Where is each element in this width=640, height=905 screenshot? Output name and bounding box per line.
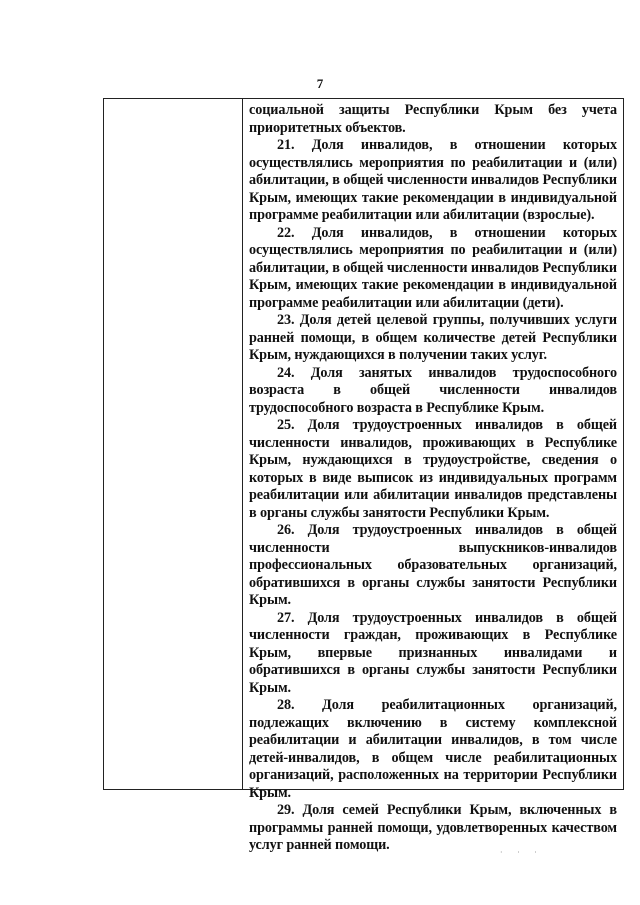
paragraph-continuation: социальной защиты Республики Крым без учета приоритетных объектов. xyxy=(249,102,617,136)
indicator-27: 27. Доля трудоустроенных инвалидов в общей численности граждан, проживающих в Республике Крым, впервые признанных инвалидами и обратившихся в органы службы занятости Республики Крым. xyxy=(249,609,617,696)
indicator-28: 28. Доля реабилитационных организаций, подлежащих включению в систему комплексной реабилитации и абилитации инвалидов, в том числе детей-инвалидов, в общем числе реабилитационных организаций, расположенных на территории Республики Крым. xyxy=(249,697,617,801)
scan-artifact: · · · xyxy=(500,848,543,857)
table-right-column xyxy=(249,102,617,855)
table-left-column xyxy=(104,99,243,789)
indicator-21: 21. Доля инвалидов, в отношении которых осуществлялись мероприятия по реабилитации и (или) абилитации, в общей численности инвалидов Республики Крым, имеющих такие рекомендации в индивидуальной программе реабилитации или абилитации (взрослые). xyxy=(249,137,617,223)
page-number: 7 xyxy=(316,76,324,91)
indicator-25: 25. Доля трудоустроенных инвалидов в общей численности инвалидов, проживающих в Республике Крым, нуждающихся в трудоустройстве, сведения о которых в виде выписок из индивидуальных программ реабилитации или абилитации инвалидов представлены в органы службы занятости Республики Крым. xyxy=(249,417,617,521)
indicator-29: 29. Доля семей Республики Крым, включенных в программы ранней помощи, удовлетворенных качеством услуг ранней помощи. xyxy=(249,802,617,853)
indicator-22: 22. Доля инвалидов, в отношении которых осуществлялись мероприятия по реабилитации и (или) абилитации, в общей численности инвалидов Республики Крым, имеющих такие рекомендации в индивидуальной программе реабилитации или абилитации (дети). xyxy=(249,224,617,311)
indicator-23: 23. Доля детей целевой группы, получивших услуги ранней помощи, в общем количестве детей Республики Крым, нуждающихся в получении таких услуг. xyxy=(249,312,617,363)
indicator-table xyxy=(103,98,624,853)
indicator-24: 24. Доля занятых инвалидов трудоспособного возраста в общей численности инвалидов трудоспособного возраста в Республике Крым. xyxy=(249,364,617,416)
indicator-26: 26. Доля трудоустроенных инвалидов в общей численности выпускников-инвалидов профессиональных образовательных организаций, обратившихся в органы службы занятости Республики Крым. xyxy=(249,522,617,608)
